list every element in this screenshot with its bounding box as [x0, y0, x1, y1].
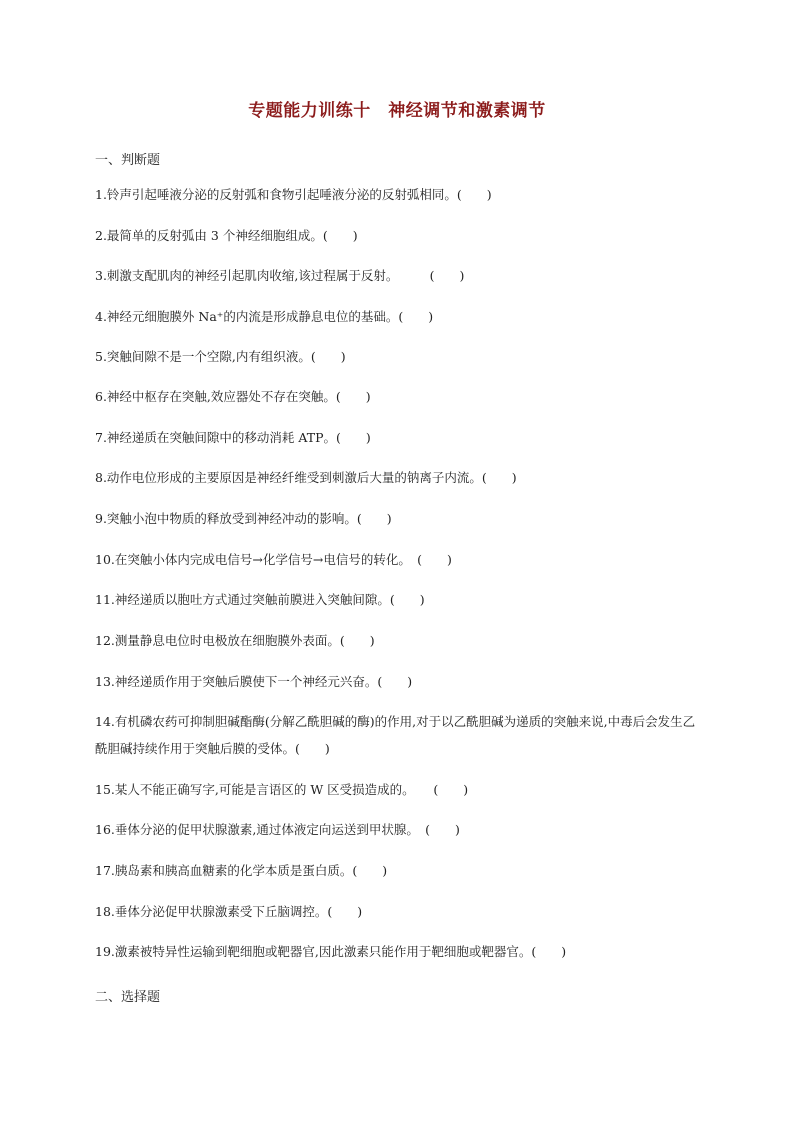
question-item: 18.垂体分泌促甲状腺激素受下丘脑调控。( ) [95, 904, 363, 919]
section-heading-choice: 二、选择题 [95, 990, 161, 1005]
question-item: 15.某人不能正确写字,可能是言语区的 W 区受损造成的。 ( ) [95, 782, 469, 797]
question-item: 1.铃声引起唾液分泌的反射弧和食物引起唾液分泌的反射弧相同。( ) [95, 187, 492, 202]
section-heading-judgment: 一、判断题 [95, 153, 161, 168]
question-item: 3.刺激支配肌肉的神经引起肌肉收缩,该过程属于反射。 ( ) [95, 268, 465, 283]
question-item: 11.神经递质以胞吐方式通过突触前膜进入突触间隙。( ) [95, 592, 425, 607]
question-item: 16.垂体分泌的促甲状腺激素,通过体液定向运送到甲状腺。 ( ) [95, 822, 460, 837]
question-item: 2.最简单的反射弧由 3 个神经细胞组成。( ) [95, 228, 358, 243]
question-item: 7.神经递质在突触间隙中的移动消耗 ATP。( ) [95, 430, 371, 445]
question-item: 6.神经中枢存在突触,效应器处不存在突触。( ) [95, 389, 371, 404]
question-item: 17.胰岛素和胰高血糖素的化学本质是蛋白质。( ) [95, 863, 388, 878]
question-item: 4.神经元细胞膜外 Na⁺的内流是形成静息电位的基础。( ) [95, 309, 434, 324]
question-item: 9.突触小泡中物质的释放受到神经冲动的影响。( ) [95, 511, 392, 526]
question-item: 19.激素被特异性运输到靶细胞或靶器官,因此激素只能作用于靶细胞或靶器官。( ) [95, 944, 567, 959]
question-item: 14.有机磷农药可抑制胆碱酯酶(分解乙酰胆碱的酶)的作用,对于以乙酰胆碱为递质的突触来说,中毒后会发生乙酰胆碱持续作用于突触后膜的受体。( ) [95, 714, 696, 756]
question-item: 13.神经递质作用于突触后膜使下一个神经元兴奋。( ) [95, 674, 413, 689]
page-title: 专题能力训练十 神经调节和激素调节 [248, 101, 546, 121]
question-item: 5.突触间隙不是一个空隙,内有组织液。( ) [95, 349, 346, 364]
question-item: 8.动作电位形成的主要原因是神经纤维受到刺激后大量的钠离子内流。( ) [95, 470, 517, 485]
question-item: 12.测量静息电位时电极放在细胞膜外表面。( ) [95, 633, 375, 648]
question-item: 10.在突触小体内完成电信号→化学信号→电信号的转化。 ( ) [95, 552, 452, 567]
